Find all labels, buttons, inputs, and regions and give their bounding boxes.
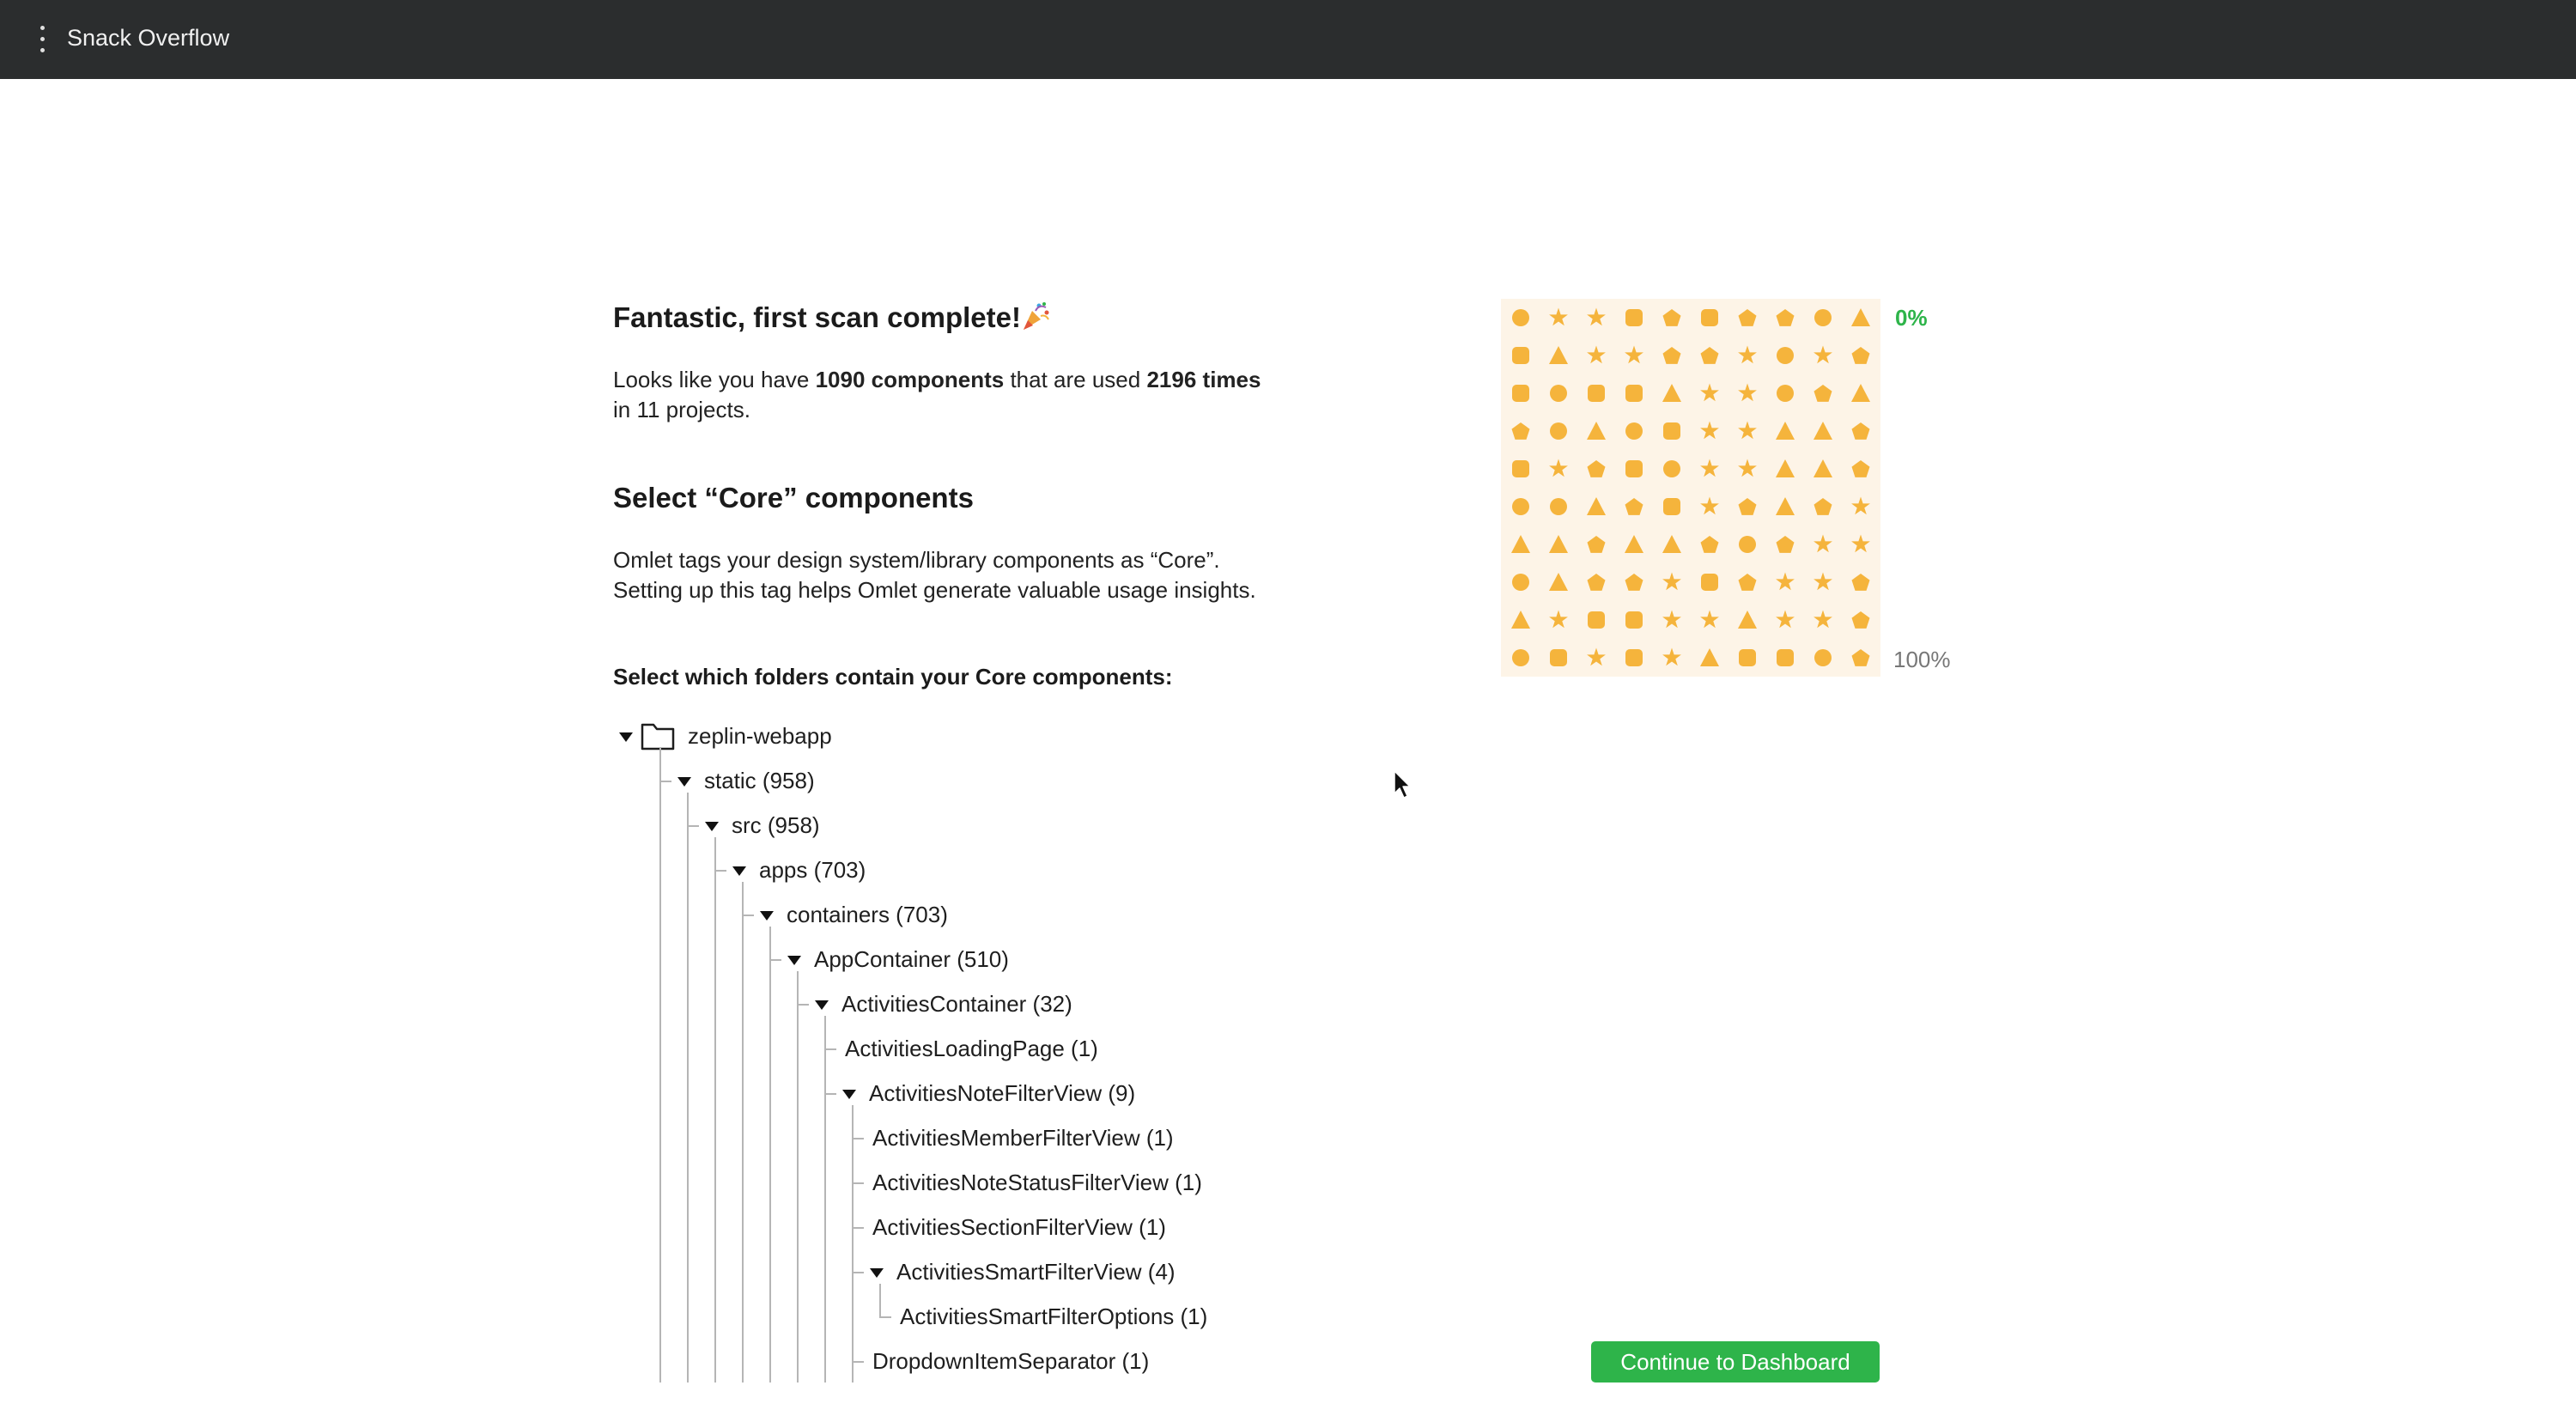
chevron-down-icon[interactable]	[760, 911, 774, 921]
chevron-down-icon[interactable]	[815, 1000, 829, 1010]
party-popper-icon	[1020, 301, 1051, 331]
tree-guide-line	[742, 882, 744, 1382]
tree-connector-tick	[852, 1138, 864, 1139]
tree-item[interactable]: src (958)	[732, 812, 820, 838]
chevron-down-icon[interactable]	[677, 777, 691, 787]
top-bar	[0, 0, 2576, 79]
tree-connector-tick	[852, 1361, 864, 1363]
tree-guide-line	[852, 1105, 854, 1382]
tree-connector-tick	[852, 1227, 864, 1229]
tree-guide-line	[769, 927, 771, 1382]
tree-connector-tick	[824, 1048, 836, 1050]
app-title: Snack Overflow	[67, 25, 230, 51]
tree-item[interactable]: ActivitiesMemberFilterView (1)	[872, 1125, 1174, 1151]
tree-item[interactable]: apps (703)	[759, 857, 866, 883]
tree-item[interactable]: static (958)	[704, 768, 815, 793]
tree-item[interactable]: ActivitiesContainer (32)	[841, 991, 1072, 1017]
tree-item[interactable]: containers (703)	[787, 902, 948, 927]
tree-guide-line	[714, 837, 716, 1382]
scan-summary-projects: in 11 projects.	[613, 397, 750, 422]
scan-summary: Looks like you have 1090 components that are used 2196 times	[613, 367, 1261, 392]
tree-item[interactable]: AppContainer (510)	[814, 946, 1009, 972]
chevron-down-icon[interactable]	[732, 866, 746, 876]
chevron-down-icon[interactable]	[619, 732, 633, 742]
component-count: 1090 components	[815, 367, 1005, 392]
chevron-down-icon[interactable]	[842, 1090, 856, 1099]
tree-root-zeplin-webapp[interactable]: zeplin-webapp	[688, 723, 832, 749]
tree-item[interactable]: ActivitiesNoteFilterView (9)	[869, 1080, 1136, 1106]
tree-guide-line	[687, 793, 689, 1382]
progress-bottom-label: 100%	[1893, 647, 1951, 672]
core-heading: Select “Core” components	[613, 482, 974, 514]
mouse-pointer-icon	[1393, 769, 1413, 800]
core-description-line1: Omlet tags your design system/library components as “Core”.	[613, 547, 1220, 573]
tree-item[interactable]: ActivitiesSmartFilterView (4)	[896, 1259, 1176, 1285]
tree-item[interactable]: DropdownItemSeparator (1)	[872, 1348, 1150, 1374]
progress-top-label: 0%	[1895, 305, 1928, 331]
tree-item[interactable]: ActivitiesSmartFilterOptions (1)	[900, 1304, 1208, 1329]
tree-connector-tick	[659, 781, 671, 782]
tree-connector-tick	[687, 825, 699, 827]
menu-dots-icon[interactable]	[39, 26, 46, 53]
chevron-down-icon[interactable]	[787, 956, 801, 965]
core-description-line2: Setting up this tag helps Omlet generate valuable usage insights.	[613, 577, 1256, 603]
scan-complete-title: Fantastic, first scan complete!	[613, 301, 1021, 333]
folders-label: Select which folders contain your Core components:	[613, 664, 1173, 690]
tree-connector-tick	[852, 1272, 864, 1273]
tree-item[interactable]: ActivitiesNoteStatusFilterView (1)	[872, 1170, 1202, 1195]
tree-guide-line	[824, 1016, 826, 1382]
tree-item[interactable]: ActivitiesSectionFilterView (1)	[872, 1214, 1166, 1240]
tree-connector-tick	[852, 1182, 864, 1184]
usage-count: 2196 times	[1146, 367, 1261, 392]
tree-item[interactable]: ActivitiesLoadingPage (1)	[845, 1036, 1098, 1061]
tree-connector-tick	[879, 1316, 891, 1318]
tree-connector-tick	[824, 1093, 836, 1095]
folder-icon	[641, 721, 675, 750]
tree-guide-line	[797, 971, 799, 1382]
tree-connector-tick	[714, 870, 726, 872]
tree-connector-line	[879, 1284, 881, 1316]
continue-to-dashboard-button[interactable]: Continue to Dashboard	[1591, 1341, 1880, 1382]
tree-guide-line	[659, 747, 661, 1382]
tree-connector-tick	[769, 959, 781, 961]
chevron-down-icon[interactable]	[705, 822, 719, 831]
chevron-down-icon[interactable]	[870, 1268, 884, 1278]
progress-grid-background	[1501, 299, 1880, 677]
tree-connector-tick	[797, 1004, 809, 1006]
tree-connector-tick	[742, 915, 754, 916]
